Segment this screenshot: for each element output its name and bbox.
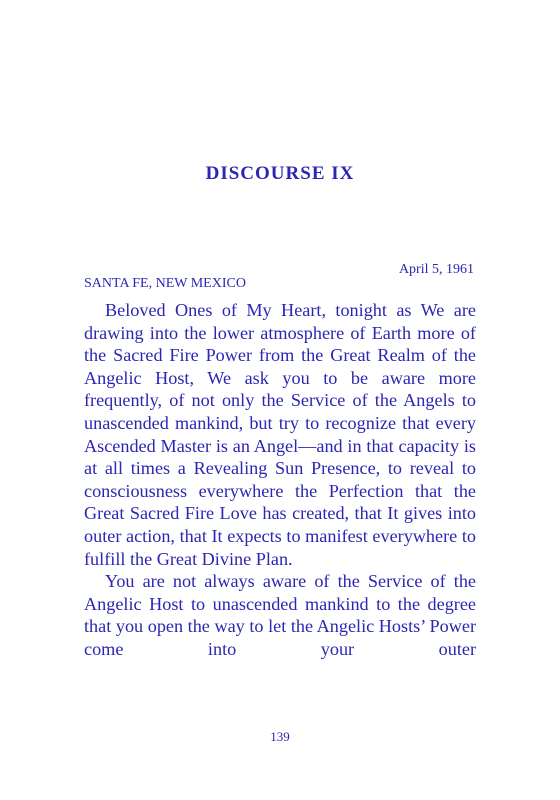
paragraph: You are not always aware of the Service of the Angelic Host to unascended mankind to the degree that you open the way to let the Angelic Hosts’ Power come into your outer (84, 571, 476, 659)
discourse-location: SANTA FE, NEW MEXICO (84, 276, 246, 291)
discourse-body (84, 299, 476, 661)
discourse-date: April 5, 1961 (398, 262, 474, 277)
discourse-heading: DISCOURSE IX (205, 163, 355, 184)
paragraph: Beloved Ones of My Heart, tonight as We are drawing into the lower atmosphere of Earth more of the Sacred Fire Power from the Great Realm of the Angelic Host, We ask you to be aware more frequently, of not only the Service of the Angels to unascended mankind, but try to recognize that every Ascended Master is an Angel—and in that capacity is at all times a Revealing Sun Presence, to reveal to consciousness everywhere the Perfection that the Great Sacred Fire Love has created, that It gives into outer action, that It expects to manifest everywhere to fulfill the Great Divine Plan. (84, 300, 476, 569)
page-number: 139 (270, 729, 290, 744)
